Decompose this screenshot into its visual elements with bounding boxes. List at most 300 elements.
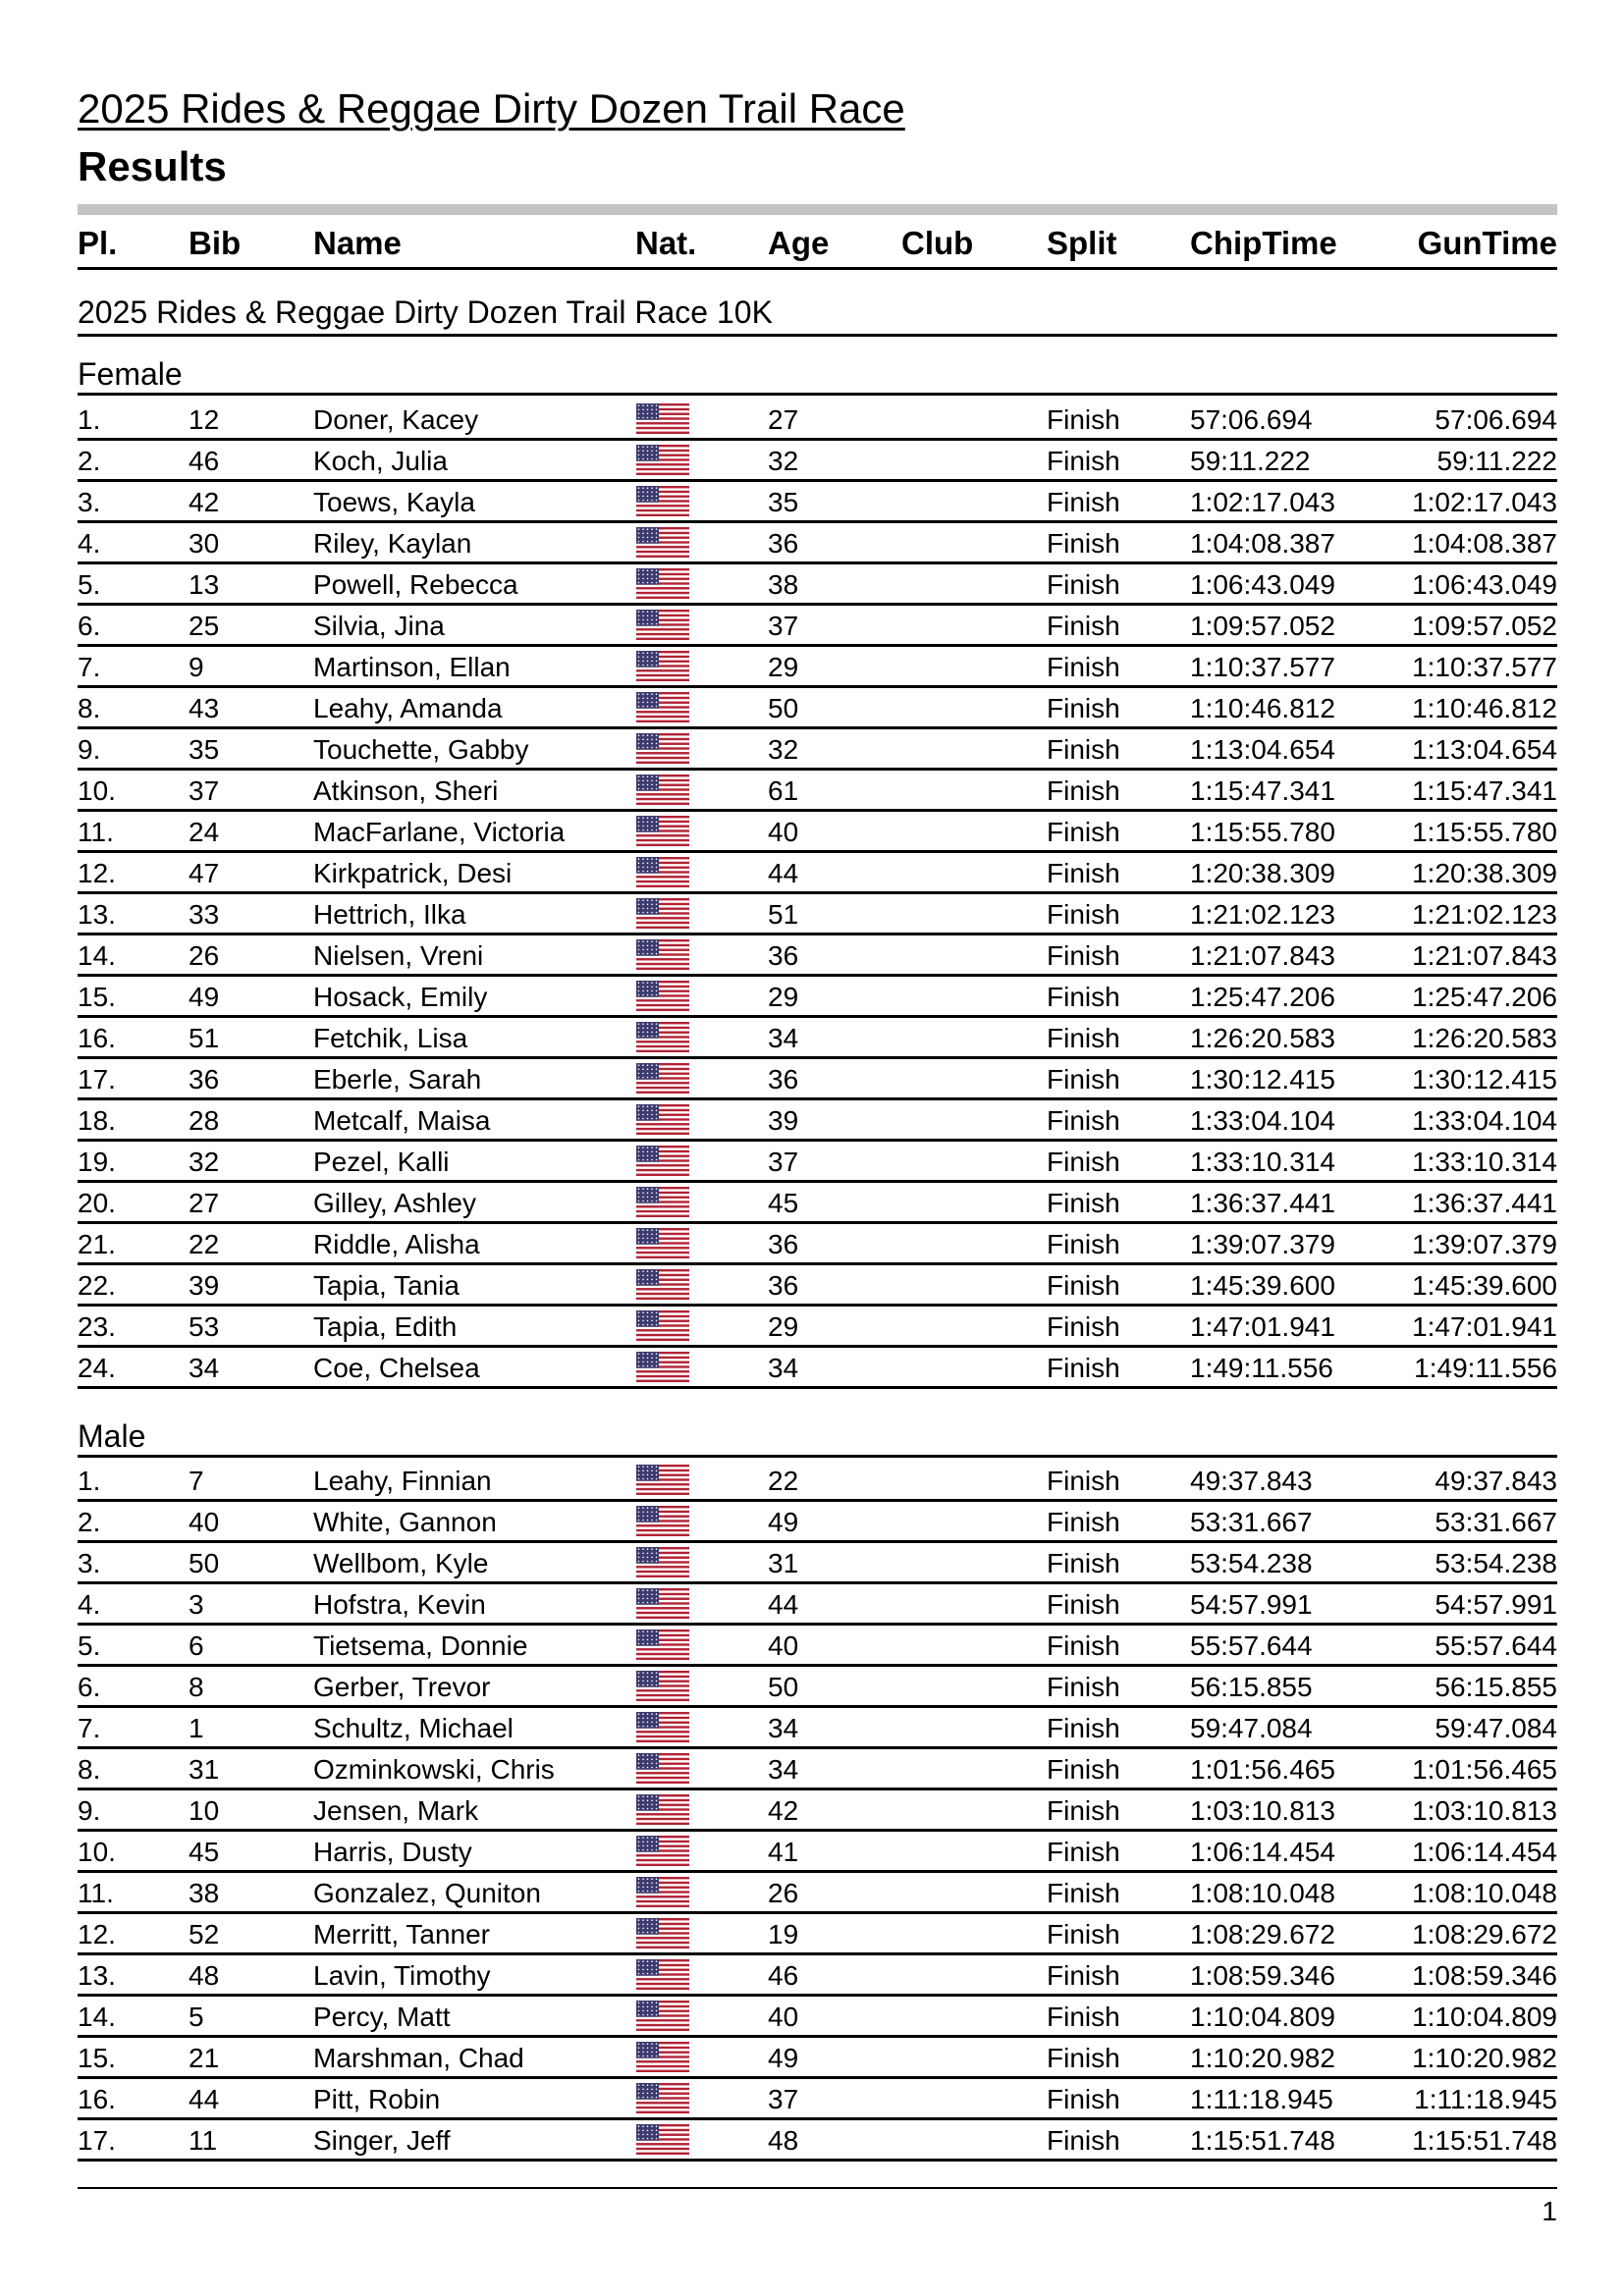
- chiptime-cell: 1:09:57.052: [1190, 611, 1335, 641]
- age-cell: 36: [768, 1064, 799, 1095]
- us-flag-icon: [636, 568, 689, 599]
- female-label: Female: [78, 356, 183, 392]
- bib-cell: 9: [189, 652, 204, 682]
- name-cell: Leahy, Amanda: [313, 693, 503, 723]
- name-cell: MacFarlane, Victoria: [313, 817, 566, 847]
- column-header-row: [78, 220, 1557, 270]
- bib-cell: 32: [189, 1147, 220, 1177]
- table-row: [78, 2079, 1557, 2120]
- guntime-cell: 1:09:57.052: [1412, 611, 1557, 641]
- chiptime-cell: 1:01:56.465: [1190, 1754, 1335, 1785]
- us-flag-icon: [636, 1352, 689, 1382]
- us-flag-icon: [636, 651, 689, 681]
- age-cell: 40: [768, 817, 799, 847]
- name-cell: Fetchik, Lisa: [313, 1023, 468, 1053]
- place-cell: 6.: [78, 611, 101, 641]
- place-cell: 2.: [78, 1507, 101, 1537]
- table-row: [78, 1955, 1557, 1997]
- place-cell: 17.: [78, 1064, 116, 1095]
- guntime-cell: 1:08:10.048: [1412, 1878, 1557, 1908]
- age-cell: 51: [768, 899, 799, 930]
- us-flag-icon: [636, 1753, 689, 1784]
- table-row: [78, 1790, 1557, 1832]
- bib-cell: 35: [189, 734, 220, 765]
- bib-cell: 42: [189, 487, 220, 517]
- col-club: Club: [901, 225, 974, 261]
- split-cell: Finish: [1047, 1507, 1120, 1537]
- table-row: [78, 1832, 1557, 1873]
- us-flag-icon: [636, 2042, 689, 2072]
- split-cell: Finish: [1047, 1960, 1120, 1991]
- bib-cell: 47: [189, 858, 220, 888]
- split-cell: Finish: [1047, 1353, 1120, 1383]
- us-flag-icon: [636, 1794, 689, 1825]
- split-cell: Finish: [1047, 1795, 1120, 1826]
- chiptime-cell: 1:11:18.945: [1190, 2084, 1333, 2114]
- name-cell: Percy, Matt: [313, 2002, 451, 2032]
- us-flag-icon: [636, 981, 689, 1011]
- bib-cell: 34: [189, 1353, 220, 1383]
- table-row: [78, 1018, 1557, 1059]
- chiptime-cell: 1:30:12.415: [1190, 1064, 1335, 1095]
- age-cell: 35: [768, 487, 799, 517]
- chiptime-cell: 1:08:29.672: [1190, 1919, 1335, 1949]
- split-cell: Finish: [1047, 899, 1120, 930]
- results-heading: Results: [78, 143, 227, 189]
- female-results-table: [78, 400, 1557, 1389]
- guntime-cell: 59:11.222: [1436, 446, 1557, 476]
- age-cell: 45: [768, 1188, 799, 1218]
- table-row: [78, 1708, 1557, 1749]
- place-cell: 9.: [78, 1795, 101, 1826]
- guntime-cell: 1:49:11.556: [1414, 1353, 1557, 1383]
- guntime-cell: 1:04:08.387: [1412, 528, 1557, 559]
- place-cell: 17.: [78, 2125, 116, 2156]
- table-row: [78, 1348, 1557, 1389]
- guntime-cell: 1:11:18.945: [1414, 2084, 1557, 2114]
- name-cell: Koch, Julia: [313, 446, 448, 476]
- us-flag-icon: [636, 1547, 689, 1577]
- age-cell: 34: [768, 1353, 799, 1383]
- age-cell: 29: [768, 982, 799, 1012]
- bib-cell: 28: [189, 1105, 220, 1136]
- place-cell: 9.: [78, 734, 101, 765]
- age-cell: 22: [768, 1466, 799, 1496]
- bib-cell: 50: [189, 1548, 220, 1578]
- chiptime-cell: 1:06:14.454: [1190, 1837, 1335, 1867]
- bib-cell: 48: [189, 1960, 220, 1991]
- name-cell: Hosack, Emily: [313, 982, 488, 1012]
- bib-cell: 25: [189, 611, 220, 641]
- table-row: [78, 2038, 1557, 2079]
- place-cell: 1.: [78, 404, 101, 435]
- age-cell: 44: [768, 858, 799, 888]
- age-cell: 29: [768, 1311, 799, 1342]
- name-cell: Singer, Jeff: [313, 2125, 451, 2156]
- guntime-cell: 53:31.667: [1435, 1507, 1557, 1537]
- age-cell: 37: [768, 1147, 799, 1177]
- table-row: [78, 2120, 1557, 2162]
- bib-cell: 45: [189, 1837, 220, 1867]
- us-flag-icon: [636, 1146, 689, 1176]
- split-cell: Finish: [1047, 775, 1120, 806]
- place-cell: 20.: [78, 1188, 116, 1218]
- us-flag-icon: [636, 816, 689, 846]
- bib-cell: 46: [189, 446, 220, 476]
- chiptime-cell: 49:37.843: [1190, 1466, 1313, 1496]
- bib-cell: 38: [189, 1878, 220, 1908]
- us-flag-icon: [636, 774, 689, 805]
- age-cell: 32: [768, 446, 799, 476]
- name-cell: Hettrich, Ilka: [313, 899, 466, 930]
- guntime-cell: 1:10:46.812: [1412, 693, 1557, 723]
- table-row: [78, 853, 1557, 894]
- bib-cell: 33: [189, 899, 220, 930]
- bib-cell: 31: [189, 1754, 220, 1785]
- split-cell: Finish: [1047, 569, 1120, 600]
- age-cell: 37: [768, 611, 799, 641]
- place-cell: 16.: [78, 1023, 116, 1053]
- split-cell: Finish: [1047, 1878, 1120, 1908]
- chiptime-cell: 1:13:04.654: [1190, 734, 1335, 765]
- guntime-cell: 1:47:01.941: [1412, 1311, 1557, 1342]
- us-flag-icon: [636, 733, 689, 764]
- table-row: [78, 1749, 1557, 1790]
- split-cell: Finish: [1047, 2125, 1120, 2156]
- split-cell: Finish: [1047, 1229, 1120, 1259]
- place-cell: 11.: [78, 1878, 114, 1908]
- us-flag-icon: [636, 1465, 689, 1495]
- male-section-header: [78, 1418, 1557, 1458]
- name-cell: Silvia, Jina: [313, 611, 445, 641]
- us-flag-icon: [636, 527, 689, 558]
- table-row: [78, 1997, 1557, 2038]
- chiptime-cell: 1:20:38.309: [1190, 858, 1335, 888]
- guntime-cell: 1:15:47.341: [1412, 775, 1557, 806]
- table-row: [78, 729, 1557, 771]
- guntime-cell: 1:15:55.780: [1412, 817, 1557, 847]
- chiptime-cell: 1:10:46.812: [1190, 693, 1335, 723]
- table-row: [78, 1626, 1557, 1667]
- chiptime-cell: 1:15:55.780: [1190, 817, 1335, 847]
- age-cell: 41: [768, 1837, 799, 1867]
- us-flag-icon: [636, 1310, 689, 1341]
- bib-cell: 5: [189, 2002, 204, 2032]
- bib-cell: 7: [189, 1466, 204, 1496]
- age-cell: 36: [768, 940, 799, 971]
- us-flag-icon: [636, 857, 689, 887]
- age-cell: 36: [768, 528, 799, 559]
- name-cell: Tietsema, Donnie: [313, 1630, 528, 1661]
- table-row: [78, 1100, 1557, 1142]
- name-cell: Powell, Rebecca: [313, 569, 518, 600]
- guntime-cell: 1:26:20.583: [1412, 1023, 1557, 1053]
- bib-cell: 8: [189, 1672, 204, 1702]
- split-cell: Finish: [1047, 652, 1120, 682]
- bib-cell: 30: [189, 528, 220, 559]
- place-cell: 14.: [78, 940, 116, 971]
- table-row: [78, 1502, 1557, 1543]
- bib-cell: 43: [189, 693, 220, 723]
- chiptime-cell: 1:45:39.600: [1190, 1270, 1335, 1301]
- split-cell: Finish: [1047, 1311, 1120, 1342]
- split-cell: Finish: [1047, 1630, 1120, 1661]
- us-flag-icon: [636, 898, 689, 929]
- split-cell: Finish: [1047, 1589, 1120, 1620]
- table-row: [78, 688, 1557, 729]
- chiptime-cell: 55:57.644: [1190, 1630, 1313, 1661]
- place-cell: 15.: [78, 2043, 116, 2073]
- male-label: Male: [78, 1418, 146, 1454]
- table-row: [78, 771, 1557, 812]
- age-cell: 40: [768, 2002, 799, 2032]
- us-flag-icon: [636, 1506, 689, 1536]
- us-flag-icon: [636, 610, 689, 640]
- guntime-cell: 1:33:04.104: [1412, 1105, 1557, 1136]
- col-place: Pl.: [78, 225, 118, 261]
- name-cell: Pitt, Robin: [313, 2084, 441, 2114]
- footer-rule: [78, 2187, 1557, 2189]
- table-row: [78, 935, 1557, 977]
- guntime-cell: 1:10:04.809: [1412, 2002, 1557, 2032]
- age-cell: 29: [768, 652, 799, 682]
- age-cell: 49: [768, 2043, 799, 2073]
- bib-cell: 22: [189, 1229, 220, 1259]
- name-cell: Doner, Kacey: [313, 404, 479, 435]
- age-cell: 34: [768, 1023, 799, 1053]
- chiptime-cell: 1:21:07.843: [1190, 940, 1335, 971]
- chiptime-cell: 1:21:02.123: [1190, 899, 1335, 930]
- age-cell: 32: [768, 734, 799, 765]
- age-cell: 50: [768, 1672, 799, 1702]
- age-cell: 39: [768, 1105, 799, 1136]
- age-cell: 34: [768, 1713, 799, 1743]
- chiptime-cell: 1:36:37.441: [1190, 1188, 1335, 1218]
- guntime-cell: 1:36:37.441: [1412, 1188, 1557, 1218]
- table-row: [78, 482, 1557, 523]
- age-cell: 61: [768, 775, 799, 806]
- name-cell: Gilley, Ashley: [313, 1188, 476, 1218]
- place-cell: 21.: [78, 1229, 116, 1259]
- split-cell: Finish: [1047, 1147, 1120, 1177]
- name-cell: Leahy, Finnian: [313, 1466, 492, 1496]
- name-cell: Harris, Dusty: [313, 1837, 472, 1867]
- chiptime-cell: 1:15:51.748: [1190, 2125, 1335, 2156]
- us-flag-icon: [636, 692, 689, 722]
- race-title-row: [78, 293, 1557, 337]
- name-cell: Riley, Kaylan: [313, 528, 472, 559]
- table-row: [78, 812, 1557, 853]
- name-cell: Coe, Chelsea: [313, 1353, 480, 1383]
- col-chiptime: ChipTime: [1190, 225, 1337, 261]
- split-cell: Finish: [1047, 817, 1120, 847]
- bib-cell: 12: [189, 404, 220, 435]
- split-cell: Finish: [1047, 1064, 1120, 1095]
- name-cell: Nielsen, Vreni: [313, 940, 484, 971]
- table-row: [78, 977, 1557, 1018]
- bib-cell: 10: [189, 1795, 220, 1826]
- split-cell: Finish: [1047, 693, 1120, 723]
- name-cell: Eberle, Sarah: [313, 1064, 482, 1095]
- split-cell: Finish: [1047, 1023, 1120, 1053]
- col-name: Name: [313, 225, 402, 261]
- split-cell: Finish: [1047, 2084, 1120, 2114]
- place-cell: 5.: [78, 1630, 101, 1661]
- bib-cell: 27: [189, 1188, 220, 1218]
- place-cell: 3.: [78, 1548, 101, 1578]
- guntime-cell: 1:39:07.379: [1412, 1229, 1557, 1259]
- split-cell: Finish: [1047, 1919, 1120, 1949]
- age-cell: 27: [768, 404, 799, 435]
- name-cell: Wellbom, Kyle: [313, 1548, 489, 1578]
- bib-cell: 6: [189, 1630, 204, 1661]
- us-flag-icon: [636, 1629, 689, 1660]
- us-flag-icon: [636, 2124, 689, 2155]
- us-flag-icon: [636, 1104, 689, 1135]
- chiptime-cell: 1:47:01.941: [1190, 1311, 1335, 1342]
- table-row: [78, 1461, 1557, 1502]
- name-cell: Atkinson, Sheri: [313, 775, 499, 806]
- guntime-cell: 1:06:43.049: [1412, 569, 1557, 600]
- table-row: [78, 1224, 1557, 1265]
- bib-cell: 1: [189, 1713, 204, 1743]
- split-cell: Finish: [1047, 1105, 1120, 1136]
- chiptime-cell: 1:33:10.314: [1190, 1147, 1335, 1177]
- name-cell: Schultz, Michael: [313, 1713, 514, 1743]
- place-cell: 7.: [78, 652, 101, 682]
- guntime-cell: 1:21:07.843: [1412, 940, 1557, 971]
- us-flag-icon: [636, 403, 689, 434]
- table-row: [78, 606, 1557, 647]
- name-cell: Touchette, Gabby: [313, 734, 529, 765]
- bib-cell: 53: [189, 1311, 220, 1342]
- age-cell: 37: [768, 2084, 799, 2114]
- place-cell: 18.: [78, 1105, 116, 1136]
- age-cell: 34: [768, 1754, 799, 1785]
- age-cell: 36: [768, 1229, 799, 1259]
- us-flag-icon: [636, 1187, 689, 1217]
- bib-cell: 11: [189, 2125, 218, 2156]
- chiptime-cell: 59:11.222: [1190, 446, 1311, 476]
- bib-cell: 26: [189, 940, 220, 971]
- chiptime-cell: 1:08:59.346: [1190, 1960, 1335, 1991]
- name-cell: Pezel, Kalli: [313, 1147, 450, 1177]
- name-cell: White, Gannon: [313, 1507, 497, 1537]
- bib-cell: 51: [189, 1023, 220, 1053]
- chiptime-cell: 1:03:10.813: [1190, 1795, 1335, 1826]
- us-flag-icon: [636, 1959, 689, 1990]
- chiptime-cell: 1:39:07.379: [1190, 1229, 1335, 1259]
- name-cell: Ozminkowski, Chris: [313, 1754, 555, 1785]
- chiptime-cell: 53:54.238: [1190, 1548, 1313, 1578]
- name-cell: Riddle, Alisha: [313, 1229, 480, 1259]
- age-cell: 49: [768, 1507, 799, 1537]
- split-cell: Finish: [1047, 1548, 1120, 1578]
- bib-cell: 37: [189, 775, 220, 806]
- place-cell: 5.: [78, 569, 101, 600]
- place-cell: 23.: [78, 1311, 116, 1342]
- table-row: [78, 1543, 1557, 1584]
- split-cell: Finish: [1047, 1754, 1120, 1785]
- name-cell: Metcalf, Maisa: [313, 1105, 491, 1136]
- bib-cell: 44: [189, 2084, 220, 2114]
- place-cell: 4.: [78, 528, 101, 559]
- name-cell: Hofstra, Kevin: [313, 1589, 486, 1620]
- guntime-cell: 1:10:20.982: [1412, 2043, 1557, 2073]
- guntime-cell: 49:37.843: [1435, 1466, 1557, 1496]
- name-cell: Lavin, Timothy: [313, 1960, 491, 1991]
- chiptime-cell: 54:57.991: [1190, 1589, 1313, 1620]
- guntime-cell: 1:10:37.577: [1412, 652, 1557, 682]
- split-cell: Finish: [1047, 858, 1120, 888]
- age-cell: 48: [768, 2125, 799, 2156]
- split-cell: Finish: [1047, 1837, 1120, 1867]
- chiptime-cell: 1:04:08.387: [1190, 528, 1335, 559]
- name-cell: Merritt, Tanner: [313, 1919, 490, 1949]
- table-row: [78, 564, 1557, 606]
- guntime-cell: 54:57.991: [1435, 1589, 1557, 1620]
- age-cell: 26: [768, 1878, 799, 1908]
- col-nationality: Nat.: [635, 225, 697, 261]
- place-cell: 15.: [78, 982, 116, 1012]
- guntime-cell: 1:45:39.600: [1412, 1270, 1557, 1301]
- place-cell: 19.: [78, 1147, 116, 1177]
- bib-cell: 24: [189, 817, 220, 847]
- guntime-cell: 1:21:02.123: [1412, 899, 1557, 930]
- col-age: Age: [768, 225, 830, 261]
- split-cell: Finish: [1047, 1270, 1120, 1301]
- us-flag-icon: [636, 1712, 689, 1742]
- table-row: [78, 523, 1557, 564]
- chiptime-cell: 1:10:37.577: [1190, 652, 1335, 682]
- place-cell: 4.: [78, 1589, 101, 1620]
- chiptime-cell: 1:15:47.341: [1190, 775, 1335, 806]
- age-cell: 44: [768, 1589, 799, 1620]
- split-cell: Finish: [1047, 940, 1120, 971]
- place-cell: 10.: [78, 1837, 116, 1867]
- split-cell: Finish: [1047, 734, 1120, 765]
- name-cell: Tapia, Edith: [313, 1311, 458, 1342]
- place-cell: 6.: [78, 1672, 101, 1702]
- place-cell: 12.: [78, 858, 116, 888]
- split-cell: Finish: [1047, 1672, 1120, 1702]
- age-cell: 50: [768, 693, 799, 723]
- us-flag-icon: [636, 2083, 689, 2113]
- us-flag-icon: [636, 939, 689, 970]
- split-cell: Finish: [1047, 1466, 1120, 1496]
- name-cell: Gerber, Trevor: [313, 1672, 491, 1702]
- chiptime-cell: 1:49:11.556: [1190, 1353, 1333, 1383]
- table-row: [78, 1914, 1557, 1955]
- split-cell: Finish: [1047, 1188, 1120, 1218]
- chiptime-cell: 1:10:04.809: [1190, 2002, 1335, 2032]
- race-title: 2025 Rides & Reggae Dirty Dozen Trail Race 10K: [78, 294, 773, 330]
- name-cell: Martinson, Ellan: [313, 652, 511, 682]
- table-row: [78, 441, 1557, 482]
- guntime-cell: 55:57.644: [1435, 1630, 1557, 1661]
- chiptime-cell: 1:08:10.048: [1190, 1878, 1335, 1908]
- guntime-cell: 1:08:59.346: [1412, 1960, 1557, 1991]
- chiptime-cell: 1:02:17.043: [1190, 487, 1335, 517]
- table-row: [78, 1265, 1557, 1307]
- place-cell: 2.: [78, 446, 101, 476]
- guntime-cell: 1:30:12.415: [1412, 1064, 1557, 1095]
- bib-cell: 36: [189, 1064, 220, 1095]
- chiptime-cell: 53:31.667: [1190, 1507, 1313, 1537]
- us-flag-icon: [636, 1022, 689, 1052]
- place-cell: 24.: [78, 1353, 116, 1383]
- table-row: [78, 1873, 1557, 1914]
